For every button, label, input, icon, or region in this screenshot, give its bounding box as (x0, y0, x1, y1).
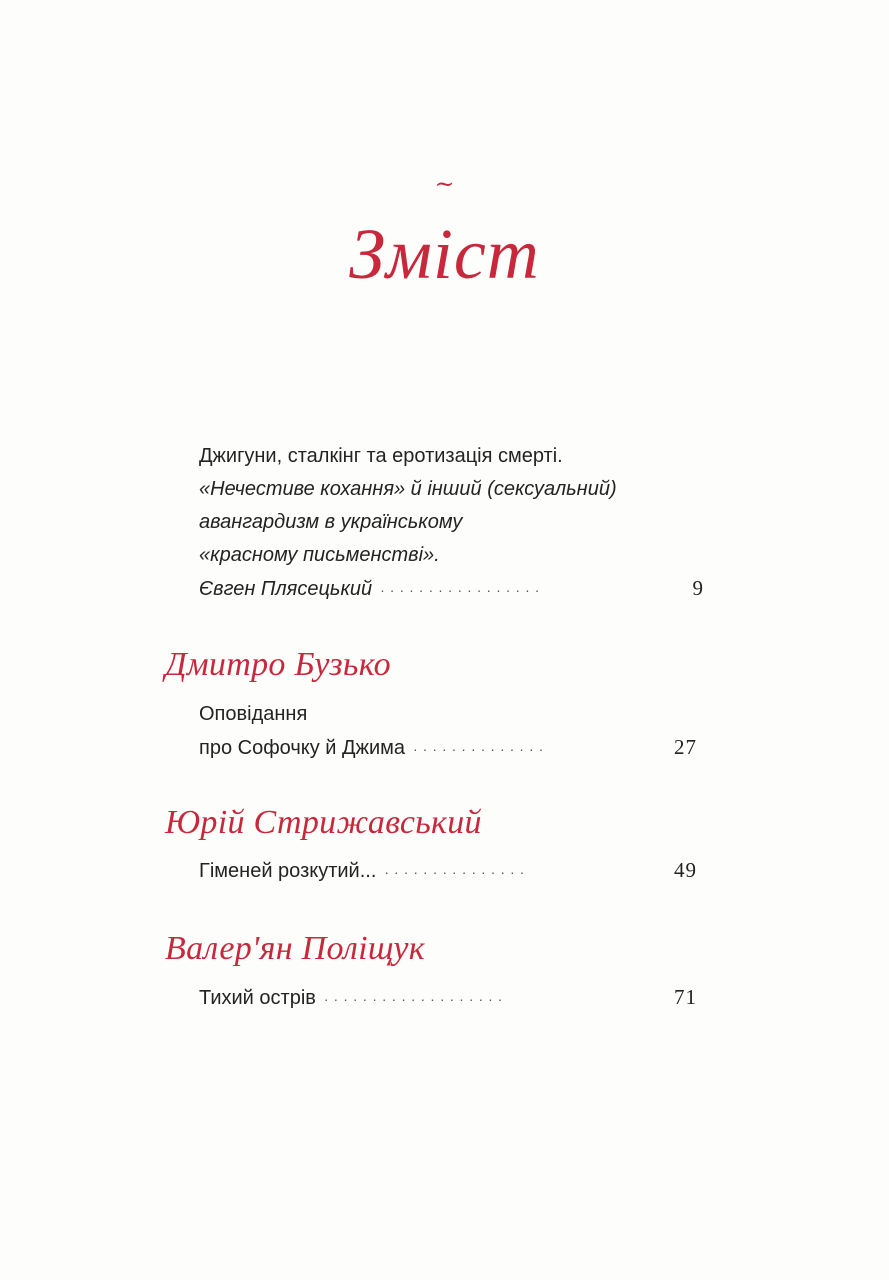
intro-line-2: «Нечестиве кохання» й інший (сексуальний) (199, 478, 617, 500)
author-heading: Дмитро Бузько (165, 646, 391, 683)
intro-entry (199, 440, 704, 607)
entry-title: Тихий острів (199, 987, 316, 1009)
dot-leader: ··················· (323, 991, 508, 1007)
entry-title-line-1: Оповідання (199, 703, 308, 725)
author-heading: Юрій Стрижавський (165, 804, 482, 841)
entry-title: про Софочку й Джима (199, 737, 405, 759)
intro-line-3: авангардизм в українському (199, 511, 463, 533)
intro-line-4: «красному письменстві». (199, 544, 440, 566)
dot-leader: ··············· (384, 864, 530, 880)
page-title: Зміст (349, 214, 540, 294)
entry-title: Гіменей розкутий... (199, 860, 377, 882)
page-number: 71 (674, 985, 697, 1009)
toc-row (199, 854, 697, 889)
dot-leader: ················· (380, 582, 545, 598)
page-number: 27 (674, 735, 697, 759)
page-number: 9 (692, 576, 704, 600)
intro-toc-row[interactable] (199, 572, 704, 607)
intro-line-1: Джигуни, сталкінг та еротизація смерті. (199, 445, 563, 467)
toc-entry[interactable] (199, 981, 697, 1016)
dot-leader: ·············· (413, 741, 549, 757)
toc-entry[interactable] (199, 698, 697, 766)
author-heading: Валер'ян Поліщук (165, 930, 425, 967)
toc-row (199, 731, 697, 766)
toc-row (199, 981, 697, 1016)
page-number: 49 (674, 858, 697, 882)
toc-entry[interactable] (199, 854, 697, 889)
tilde-ornament: ~ (434, 170, 455, 198)
intro-author: Євген Плясецький (199, 578, 373, 600)
